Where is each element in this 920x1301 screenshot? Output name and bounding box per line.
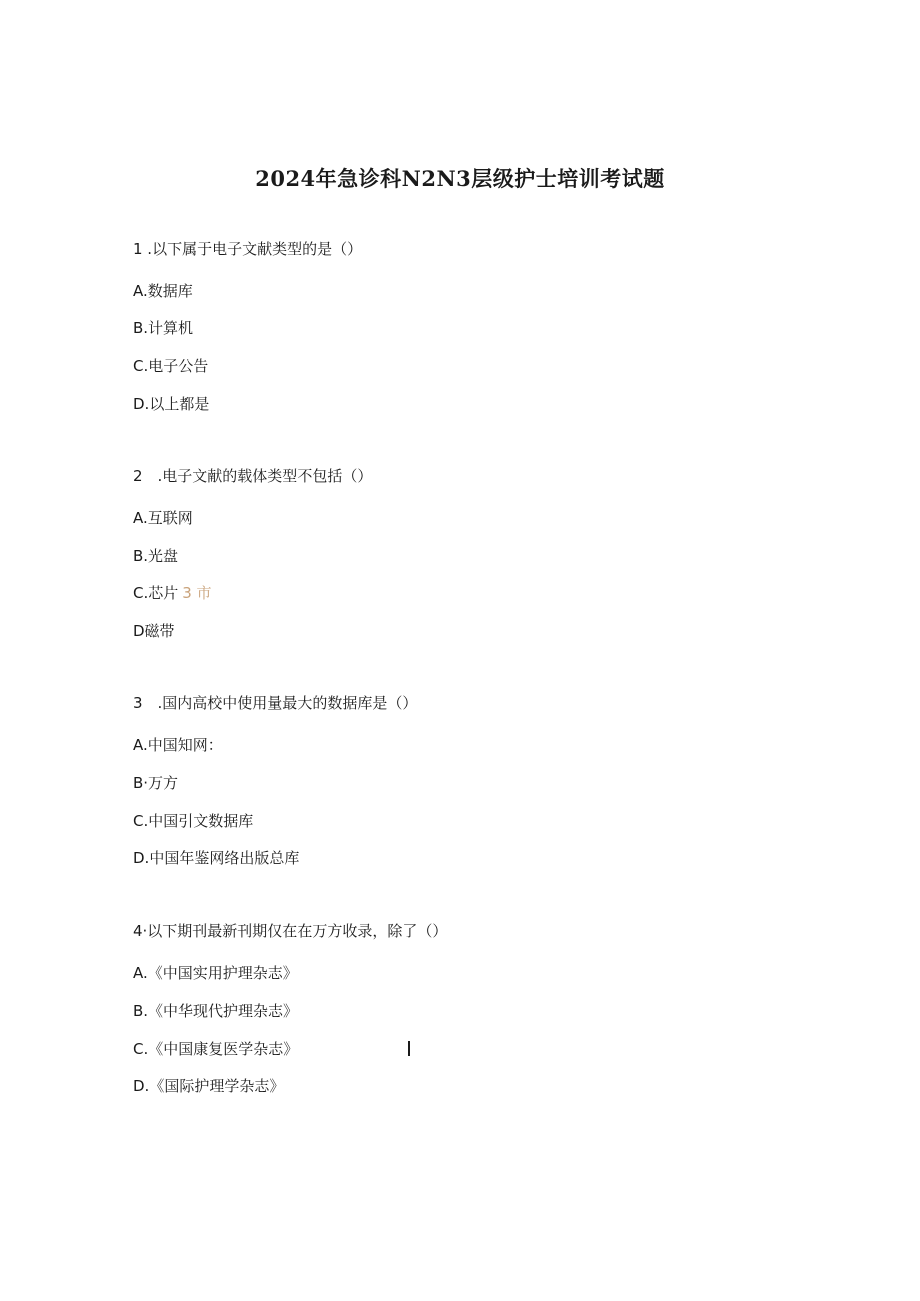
question-1-option-a: A.数据库 [133, 282, 193, 300]
question-1-option-b: B.计算机 [133, 319, 194, 337]
question-4-stem: 4·以下期刊最新刊期仅在在万方收录，除了（） [133, 922, 448, 940]
document-title: 2024年急诊科N2N3层级护士培训考试题 [255, 166, 665, 191]
question-4-option-b: B.《中华现代护理杂志》 [133, 1002, 299, 1020]
question-2-option-a: A.互联网 [133, 509, 193, 527]
question-2-stem: 2 .电子文献的载体类型不包括（） [133, 467, 373, 485]
question-2-option-b: B.光盘 [133, 547, 179, 565]
stray-mark: 3 市 [182, 584, 212, 602]
question-4-option-d: D.《国际护理学杂志》 [133, 1077, 285, 1095]
question-4-option-c: C.《中国康复医学杂志》 [133, 1040, 299, 1058]
question-1-option-d: D.以上都是 [133, 395, 210, 413]
question-1-option-c: C.电子公告 [133, 357, 209, 375]
question-3-option-b: B·万方 [133, 774, 179, 792]
question-2-option-d: D磁带 [133, 622, 175, 640]
question-3-option-d: D.中国年鉴网络出版总库 [133, 849, 300, 867]
text-cursor-mark [408, 1041, 410, 1056]
question-3-option-a: A.中国知网： [133, 736, 223, 754]
question-2-option-c: C.芯片 [133, 584, 179, 602]
question-3-option-c: C.中国引文数据库 [133, 812, 254, 830]
question-2-option-c-row [133, 583, 212, 603]
question-1-stem: 1 .以下属于电子文献类型的是（） [133, 240, 363, 258]
question-3-stem: 3 .国内高校中使用量最大的数据库是（） [133, 694, 418, 712]
question-4-option-a: A.《中国实用护理杂志》 [133, 964, 298, 982]
